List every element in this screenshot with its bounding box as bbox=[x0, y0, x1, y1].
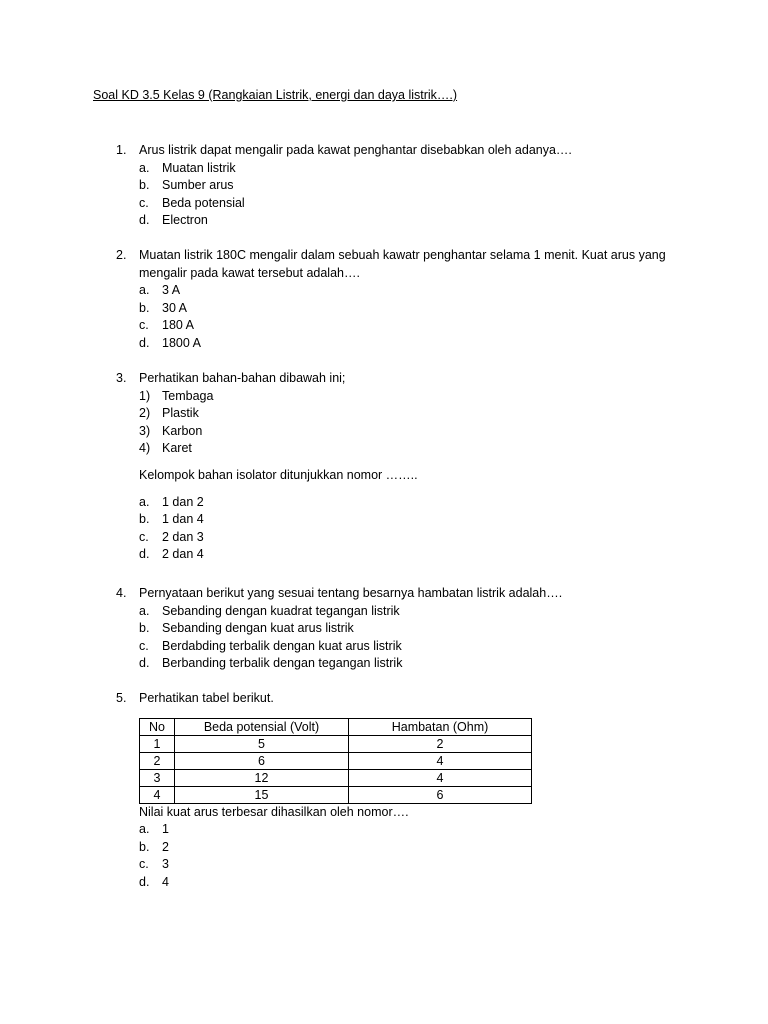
option-text: 1800 A bbox=[162, 335, 201, 350]
item-text: Tembaga bbox=[162, 388, 214, 403]
material-item bbox=[116, 423, 676, 441]
option-letter: d. bbox=[139, 213, 150, 228]
question-number: 2. bbox=[116, 248, 127, 262]
options-list bbox=[116, 603, 676, 673]
item-number: 1) bbox=[139, 388, 151, 403]
option-b bbox=[116, 300, 676, 318]
option-text: 3 bbox=[162, 857, 169, 872]
item-number: 3) bbox=[139, 423, 151, 438]
option-d bbox=[116, 655, 676, 673]
option-text: Beda potensial bbox=[162, 195, 245, 210]
option-d bbox=[116, 874, 676, 892]
option-text: 2 bbox=[162, 839, 169, 854]
option-a bbox=[116, 494, 676, 512]
table-cell: 15 bbox=[175, 786, 349, 803]
options-list bbox=[116, 821, 676, 891]
option-letter: c. bbox=[139, 318, 149, 333]
option-a bbox=[116, 282, 676, 300]
option-letter: a. bbox=[139, 160, 150, 175]
item-number: 2) bbox=[139, 406, 151, 421]
item-text: Karet bbox=[162, 441, 192, 456]
question-number: 4. bbox=[116, 586, 127, 600]
question-text: Perhatikan tabel berikut. bbox=[139, 691, 274, 705]
column-header: No bbox=[140, 718, 175, 735]
question-text: Arus listrik dapat mengalir pada kawat penghantar disebabkan oleh adanya…. bbox=[139, 143, 572, 157]
question-number: 3. bbox=[116, 371, 127, 385]
data-table bbox=[139, 718, 532, 804]
option-text: Sebanding dengan kuat arus listrik bbox=[162, 621, 354, 636]
option-d bbox=[116, 212, 676, 230]
option-letter: d. bbox=[139, 656, 150, 671]
option-letter: c. bbox=[139, 195, 149, 210]
option-text: 3 A bbox=[162, 283, 181, 298]
table-row bbox=[140, 786, 532, 803]
table-cell: 3 bbox=[140, 769, 175, 786]
option-c bbox=[116, 856, 676, 874]
table-cell: 5 bbox=[175, 735, 349, 752]
option-a bbox=[116, 603, 676, 621]
document-title: Soal KD 3.5 Kelas 9 (Rangkaian Listrik, energi dan daya listrik….) bbox=[93, 88, 458, 102]
option-a bbox=[116, 821, 676, 839]
option-letter: b. bbox=[139, 300, 150, 315]
table-cell: 2 bbox=[349, 735, 532, 752]
option-text: Berdabding terbalik dengan kuat arus listrik bbox=[162, 638, 402, 653]
item-number: 4) bbox=[139, 441, 151, 456]
option-d bbox=[116, 546, 676, 564]
question-text: Pernyataan berikut yang sesuai tentang besarnya hambatan listrik adalah…. bbox=[139, 586, 563, 600]
option-letter: b. bbox=[139, 621, 150, 636]
question-number: 1. bbox=[116, 143, 127, 157]
option-c bbox=[116, 195, 676, 213]
question-prompt: Nilai kuat arus terbesar dihasilkan oleh nomor…. bbox=[139, 804, 409, 819]
question-5 bbox=[116, 690, 676, 892]
table-row bbox=[140, 752, 532, 769]
table-cell: 1 bbox=[140, 735, 175, 752]
options-list bbox=[116, 160, 676, 230]
item-text: Karbon bbox=[162, 423, 203, 438]
option-text: 2 dan 4 bbox=[162, 547, 204, 562]
option-text: 2 dan 3 bbox=[162, 529, 204, 544]
table-cell: 4 bbox=[349, 752, 532, 769]
option-letter: a. bbox=[139, 283, 150, 298]
material-item bbox=[116, 388, 676, 406]
question-text: Perhatikan bahan-bahan dibawah ini; bbox=[139, 371, 346, 385]
option-letter: c. bbox=[139, 638, 149, 653]
question-1 bbox=[116, 142, 676, 230]
option-c bbox=[116, 638, 676, 656]
column-header: Hambatan (Ohm) bbox=[349, 718, 532, 735]
question-prompt: Kelompok bahan isolator ditunjukkan nomor …….. bbox=[139, 467, 418, 482]
option-text: 180 A bbox=[162, 318, 194, 333]
option-letter: c. bbox=[139, 529, 149, 544]
option-b bbox=[116, 620, 676, 638]
question-3 bbox=[116, 370, 676, 564]
option-text: 4 bbox=[162, 874, 169, 889]
material-item bbox=[116, 405, 676, 423]
option-letter: a. bbox=[139, 603, 150, 618]
material-list bbox=[116, 388, 676, 458]
option-letter: b. bbox=[139, 839, 150, 854]
question-4 bbox=[116, 585, 676, 673]
option-text: 1 dan 4 bbox=[162, 512, 204, 527]
question-number: 5. bbox=[116, 691, 127, 705]
question-2 bbox=[116, 247, 676, 353]
option-text: 1 bbox=[162, 822, 169, 837]
option-text: Sumber arus bbox=[162, 178, 234, 193]
option-letter: d. bbox=[139, 874, 150, 889]
table-cell: 4 bbox=[349, 769, 532, 786]
options-list bbox=[116, 494, 676, 564]
option-letter: a. bbox=[139, 494, 150, 509]
option-letter: b. bbox=[139, 178, 150, 193]
table-cell: 6 bbox=[175, 752, 349, 769]
material-item bbox=[116, 440, 676, 458]
table-cell: 2 bbox=[140, 752, 175, 769]
option-letter: c. bbox=[139, 857, 149, 872]
option-c bbox=[116, 317, 676, 335]
option-b bbox=[116, 177, 676, 195]
option-letter: a. bbox=[139, 822, 150, 837]
table-row bbox=[140, 769, 532, 786]
column-header: Beda potensial (Volt) bbox=[175, 718, 349, 735]
question-text: Muatan listrik 180C mengalir dalam sebuah kawatr penghantar selama 1 menit. Kuat arus yang mengalir pada kawat tersebut adalah…. bbox=[139, 248, 666, 280]
option-letter: d. bbox=[139, 547, 150, 562]
option-text: Electron bbox=[162, 213, 208, 228]
table-cell: 12 bbox=[175, 769, 349, 786]
option-c bbox=[116, 529, 676, 547]
table-cell: 4 bbox=[140, 786, 175, 803]
table-cell: 6 bbox=[349, 786, 532, 803]
option-b bbox=[116, 511, 676, 529]
option-text: 30 A bbox=[162, 300, 188, 315]
item-text: Plastik bbox=[162, 406, 199, 421]
option-text: Berbanding terbalik dengan tegangan listrik bbox=[162, 656, 403, 671]
option-letter: b. bbox=[139, 512, 150, 527]
table-header-row bbox=[140, 718, 532, 735]
option-text: Sebanding dengan kuadrat tegangan listrik bbox=[162, 603, 400, 618]
option-letter: d. bbox=[139, 335, 150, 350]
option-a bbox=[116, 160, 676, 178]
option-text: Muatan listrik bbox=[162, 160, 236, 175]
option-text: 1 dan 2 bbox=[162, 494, 204, 509]
option-b bbox=[116, 839, 676, 857]
option-d bbox=[116, 335, 676, 353]
table-row bbox=[140, 735, 532, 752]
options-list bbox=[116, 282, 676, 352]
